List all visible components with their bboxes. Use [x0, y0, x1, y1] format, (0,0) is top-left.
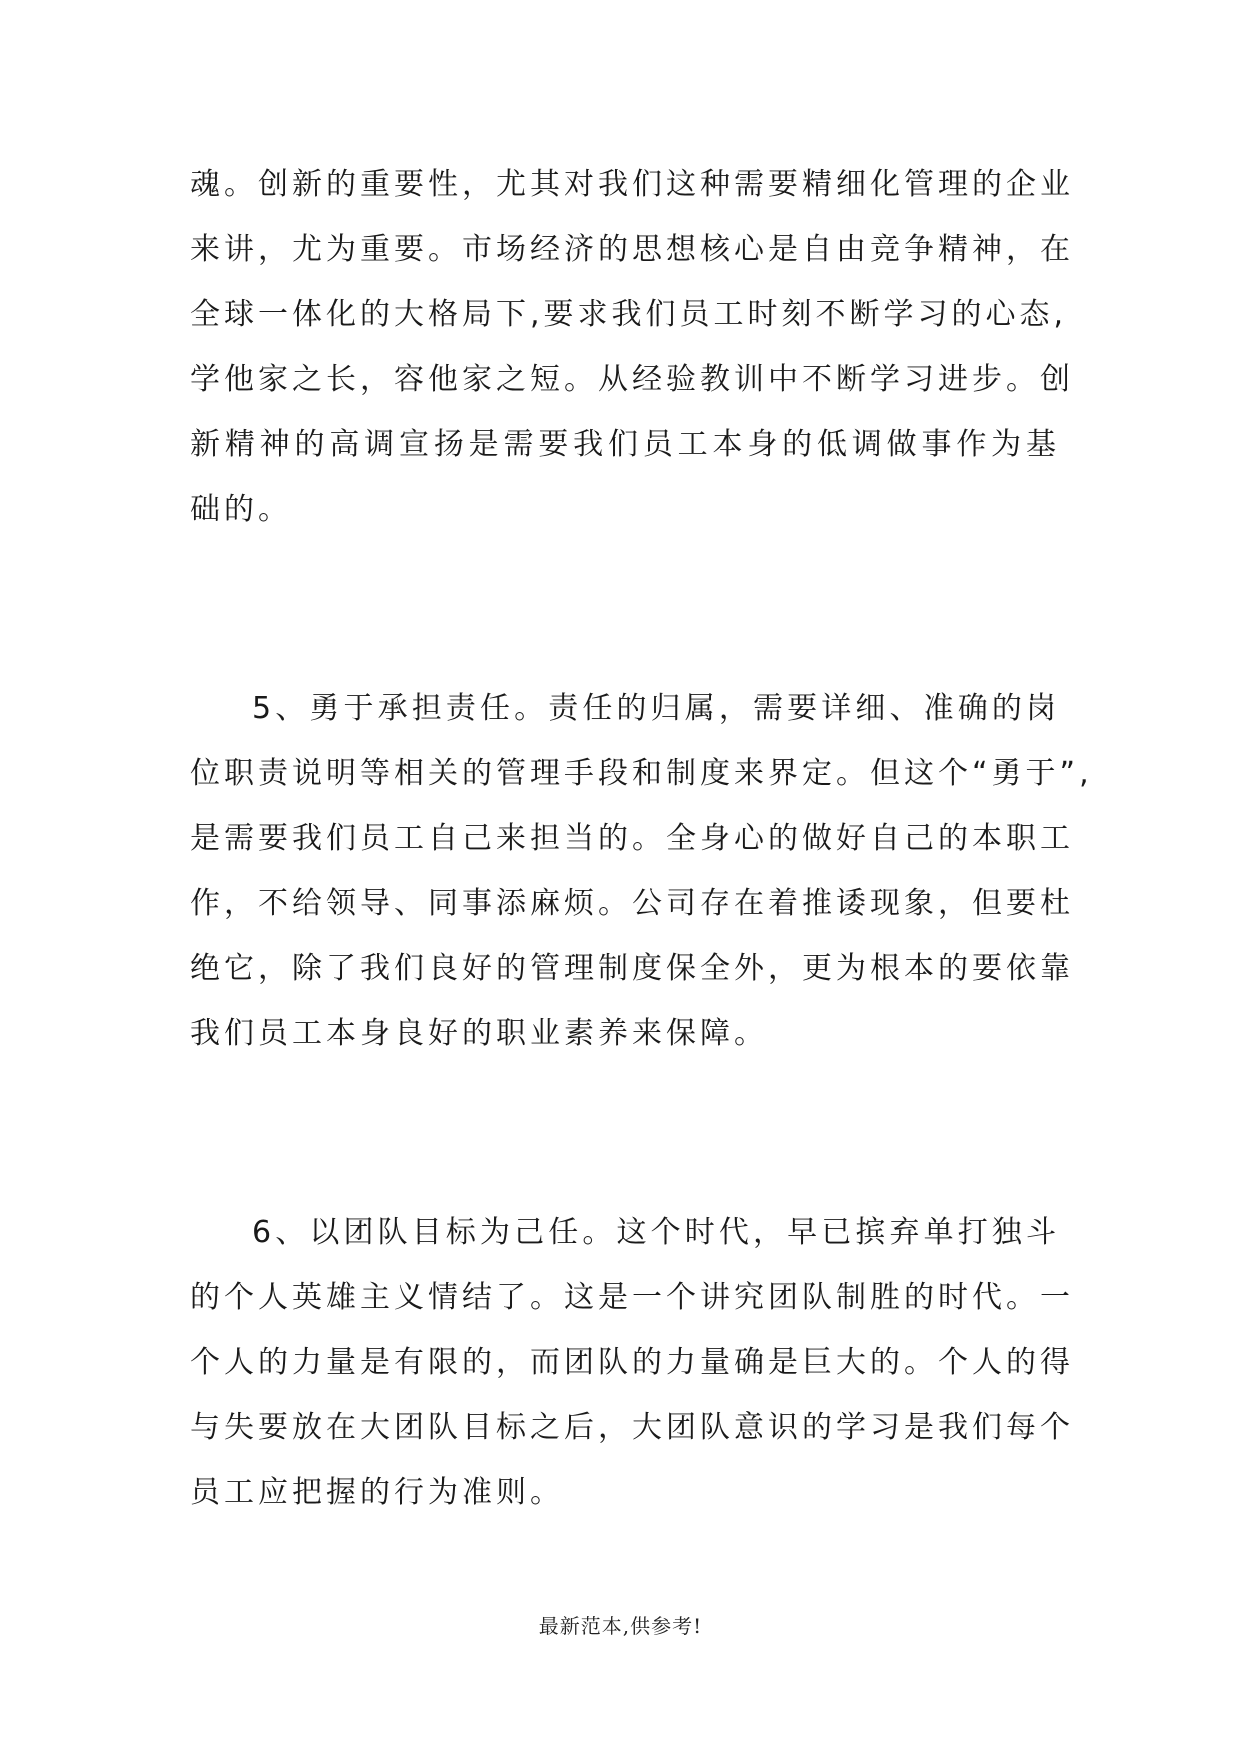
paragraph-line: 是需要我们员工自己来担当的。全身心的做好自己的本职工 [190, 821, 1074, 856]
paragraph-team-goal [190, 1200, 1074, 1525]
paragraph-line: 学他家之长，容他家之短。从经验教训中不断学习进步。创 [190, 362, 1074, 397]
paragraph-line: 位职责说明等相关的管理手段和制度来界定。但这个“勇于”, [190, 756, 1093, 791]
paragraph-line: 础的。 [190, 492, 292, 527]
paragraph-responsibility [190, 676, 1093, 1066]
paragraph-line: 作，不给领导、同事添麻烦。公司存在着推诿现象，但要杜 [190, 886, 1074, 921]
paragraph-line: 的个人英雄主义情结了。这是一个讲究团队制胜的时代。一 [190, 1280, 1074, 1315]
page-footer: 最新范本,供参考! [538, 1614, 703, 1638]
paragraph-line: 员工应把握的行为准则。 [190, 1475, 564, 1510]
paragraph-line: 全球一体化的大格局下,要求我们员工时刻不断学习的心态, [190, 297, 1068, 332]
paragraph-line: 我们员工本身良好的职业素养来保障。 [190, 1016, 768, 1051]
paragraph-innovation [190, 152, 1074, 542]
paragraph-line: 来讲，尤为重要。市场经济的思想核心是自由竞争精神，在 [190, 232, 1074, 267]
paragraph-line: 个人的力量是有限的，而团队的力量确是巨大的。个人的得 [190, 1345, 1074, 1380]
paragraph-line: 新精神的高调宣扬是需要我们员工本身的低调做事作为基 [190, 427, 1060, 462]
paragraph-line: 6、以团队目标为己任。这个时代，早已摈弃单打独斗 [252, 1215, 1060, 1250]
paragraph-line: 绝它，除了我们良好的管理制度保全外，更为根本的要依靠 [190, 951, 1074, 986]
paragraph-line: 与失要放在大团队目标之后，大团队意识的学习是我们每个 [190, 1410, 1074, 1445]
paragraph-line: 5、勇于承担责任。责任的归属，需要详细、准确的岗 [252, 691, 1060, 726]
paragraph-line: 魂。创新的重要性，尤其对我们这种需要精细化管理的企业 [190, 167, 1074, 202]
